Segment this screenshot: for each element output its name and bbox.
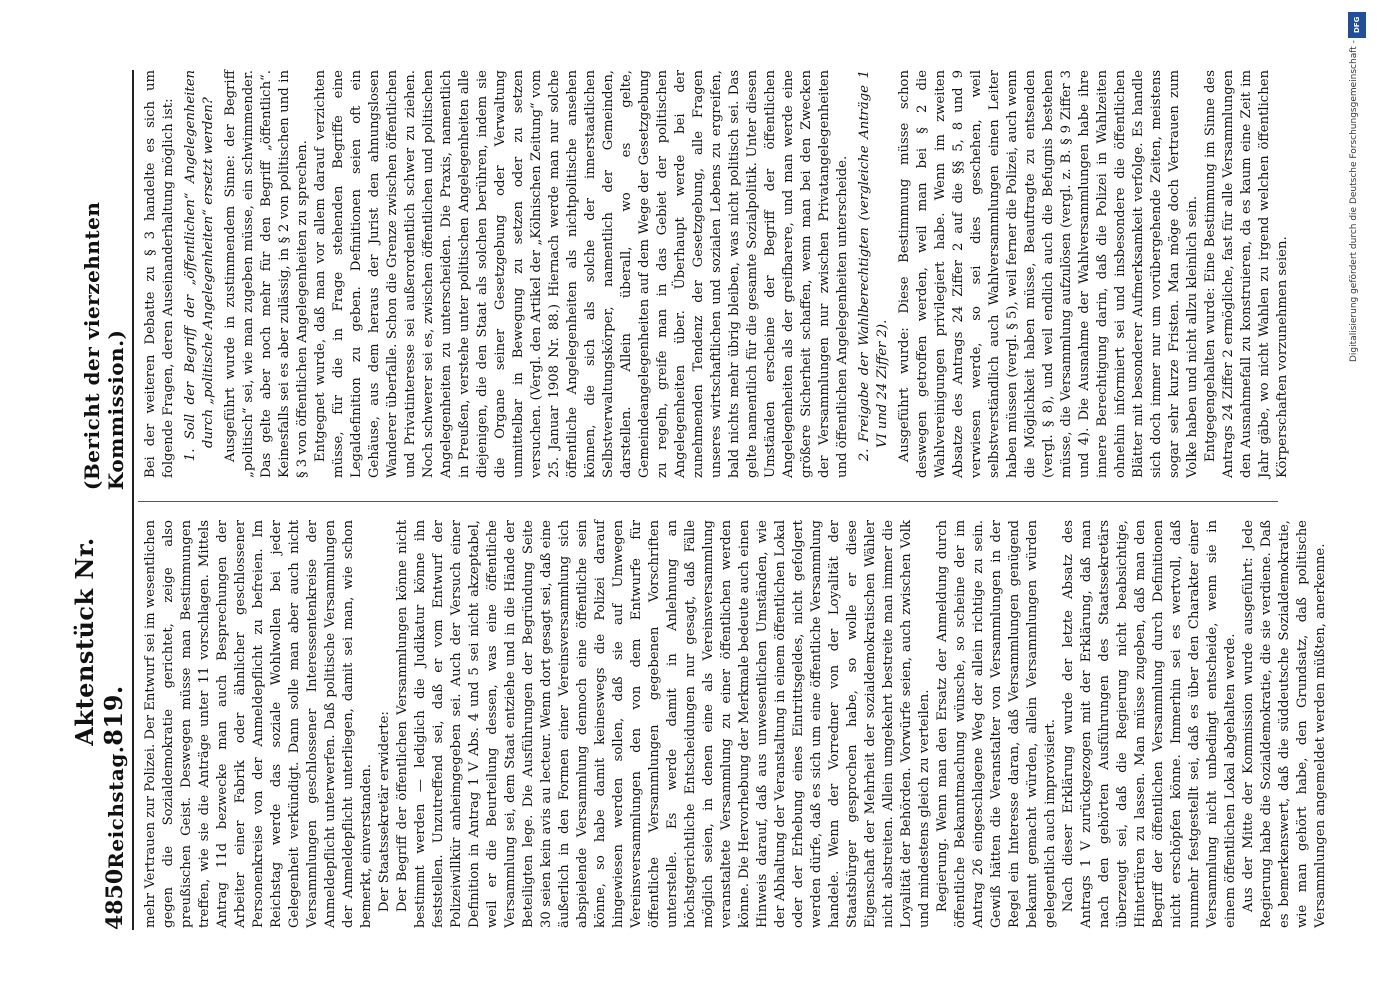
paragraph: Regierung. Wenn man den Ersatz der Anmeldung durch öffentliche Bekanntmachung wünsche, so scheine der im Antrag 26 eingeschlagene Weg der allein richtige zu sein. Gewiß hätten die Veranstalter von Versammlungen in der Regel ein Interesse daran, daß Versammlungen genügend bekannt gemacht würden, allein Versammlungen würden gelegentlich auch improvisiert. [935, 520, 1058, 928]
digitization-credit [1347, 6, 1367, 996]
page-number: 4850 [102, 868, 128, 930]
page-header [70, 70, 134, 930]
paragraph: Nach dieser Erklärung wurde der letzte Absatz des Antrags 1 V zurückgezogen mit der Erklärung, daß man nach den gehörten Ausführungen des Staatssekretärs überzeugt sei, daß die Regierung nicht beabsichtige, Hintertüren zu lassen. Man müsse zugeben, daß man den Begriff der öffentlichen Versammlung durch Definitionen nicht erschöpfen könne. Immerhin sei es wertvoll, daß nunmehr festgestellt sei, daß es über den Charakter einer Versammlung nicht unbedingt entscheide, wenn sie in einem öffentlichen Lokal abgehalten werde. [1061, 520, 1238, 928]
paragraph: Aus der Mitte der Kommission wurde ausgeführt: Jede Regierung habe die Sozialdemokratie, die sie verdiene. Daß es bemerkenswert, daß die süddeutsche Sozialdemokratie, wie man gehört habe, den Grundsatz, daß politische Versammlungen angemeldet werden müßten, anerkenne. [1241, 520, 1328, 928]
paragraph: Entgegengehalten wurde: Eine Bestimmung im Sinne des Antrags 24 Ziffer 2 ermögliche, fast für alle Versammlungen den Ausnahmefall zu konstruieren, da es kaum eine Zeit im Jahr gäbe, wo nicht Wahlen zu irgend welchen öffentlichen Körperschaften vorzunehmen seien. [1203, 70, 1290, 478]
dfg-logo: DFG [1348, 12, 1366, 38]
paragraph: 1. Soll der Begriff der „öffentlichen“ Angelegenheiten durch „politische Angelegenheiten“ ersetzt werden? [183, 70, 216, 462]
left-text-column [142, 519, 1328, 928]
header-document-number: Aktenstück Nr. 819. [70, 537, 128, 746]
paragraph: Der Staatssekretär erwiderte: [377, 711, 392, 913]
header-institution: Reichstag. [104, 745, 128, 869]
document-page [30, 0, 1340, 1000]
paragraph: Bei der weiteren Debatte zu § 3 handelte es sich um folgende Fragen, deren Auseinanderhaltung möglich ist: [143, 70, 176, 478]
digitization-note: Digitalisierung gefördert durch die Deutsche Forschungsgemeinschaft - [1349, 40, 1359, 362]
paragraph: mehr Vertrauen zur Polizei. Der Entwurf sei im wesentlichen gegen die Sozialdemokratie gerichtet, zeige also preußischen Geist. Deswegen müsse man Bestimmungen treffen, wie sie die Anträge unter 11 vorschlagen. Mittels Antrag 11d bezwecke man auch Besprechungen der Arbeiter einer Fabrik oder ähnlicher geschlossener Personenkreise von der Anmeldepflicht zu befreien. Im Reichstag werde das soziale Wohlwollen bei jeder Gelegenheit verkündigt. Dann solle man aber auch nicht Versammlungen geschlossener Interessentenkreise der Anmeldepflicht unterwerfen. Daß politische Versammlungen der Anmeldepflicht unterliegen, damit sei man, wie schon bemerkt, einverstanden. [143, 520, 374, 928]
paragraph: Entgegnet wurde, daß man vor allem darauf verzichten müsse, für die in Frage stehenden Begriffe eine Legaldefinition zu geben. Definitionen seien oft ein Gehäuse, aus dem heraus der Jurist den ahnungslosen Wanderer überfalle. Schon die Grenze zwischen öffentlichen und Privatinteresse sei außerordentlich schwer zu ziehen. Noch schwerer sei es, zwischen öffentlichen und politischen Angelegenheiten zu unterscheiden. Die Praxis, namentlich in Preußen, verstehe unter politischen Angelegenheiten alle diejenigen, die den Staat als solchen berühren, indem sie die Organe seiner Gesetzgebung oder Verwaltung unmittelbar in Bewegung zu setzen oder zu setzen versuchen. (Vergl. den Artikel der „Kölnischen Zeitung“ vom 25. Januar 1908 Nr. 88.) Hiernach werde man nur solche öffentliche Angelegenheiten als nichtpolitische ansehen können, die sich als solche der innerstaatlichen Selbstverwaltungskörper, namentlich der Gemeinden, darstellen. Allein überall, wo es gelte, Gemeindeangelegenheiten auf dem Wege der Gesetzgebung zu regeln, greife man in das Gebiet der politischen Angelegenheiten über. Überhaupt werde bei der zunehmenden Tendenz der Gesetzgebung, alle Fragen unseres wirtschaftlichen und sozialen Lebens zu ergreifen, bald nichts mehr übrig bleiben, was nicht politisch sei. Das gelte namentlich für die gesamte Sozialpolitik. Unter diesen Umständen erscheine der Begriff der öffentlichen Angelegenheiten als der greifbarere, und man werde eine größere Sicherheit schaffen, wenn man bei den Zwecken der Versammlungen nur zwischen Privatangelegenheiten und öffentlichen Angelegenheiten unterscheide. [313, 70, 850, 478]
paragraph: 2. Freigabe der Wahlberechtigten (vergleiche Anträge 1 VI und 24 Ziffer 2). [857, 70, 890, 462]
paragraph: Ausgeführt wurde: Diese Bestimmung müsse schon deswegen getroffen werden, weil man bei § 2 die Wahlvereinigungen privilegiert habe. Wenn im zweiten Absatze des Antrags 24 Ziffer 2 auf die §§ 5, 8 und 9 verwiesen werde, so sei dies geschehen, weil selbstverständlich auch Wahlversammlungen einen Leiter haben müssen (vergl. § 5), weil ferner die Polizei, auch wenn die Möglichkeit haben müsse, Beauftragte zu entsenden (vergl. § 8), und weil endlich auch die Befugnis bestehen müsse, die Versammlung aufzulösen (vergl. z. B. § 9 Ziffer 3 und 4). Die Ausnahme der Wahlversammlungen habe ihre innere Berechtigung darin, daß die Polizei in Wahlzeiten ohnehin informiert sei und insbesondere die öffentlichen Blätter mit besonderer Aufmerksamkeit verfolge. Es handle sich doch immer nur um vorübergehende Zeiten, meistens sogar sehr kurze Fristen. Man möge doch Vertrauen zum Volke haben und nicht allzu kleinlich sein. [897, 70, 1200, 478]
paragraph: Ausgeführt wurde in zustimmendem Sinne: der Begriff „politisch“ sei, wie man zugeben müsse, ein schwimmender. Das gelte aber noch mehr für den Begriff „öffentlich“. Keinesfalls sei es aber zulässig, in § 2 von politischen und in § 3 von öffentlichen Angelegenheiten zu sprechen. [223, 70, 310, 478]
column-divider [138, 501, 1278, 502]
paragraph: Der Begriff der öffentlichen Versammlungen könne nicht bestimmt werden — lediglich die Judikatur könne ihn feststellen. Unzutreffend sei, daß er vom Entwurf der Polizeiwillkür anheimgegeben sei. Auch der Versuch einer Definition in Antrag 1 V Abs. 4 und 5 sei nicht akzeptabel, weil er die Beurteilung dessen, was eine öffentliche Versammlung sei, dem Staat entziehe und in die Hände der Beteiligten lege. Die Ausführungen der Begründung Seite 30 seien kein avis au lecteur. Wenn dort gesagt sei, daß eine äußerlich in den Formen einer Vereinsversammlung sich abspielende Versammlung dennoch eine öffentliche sein könne, so habe damit keineswegs die Polizei darauf hingewiesen werden sollen, daß sie auf Umwegen Vereinsversammlungen den von dem Entwurfe für öffentliche Versammlungen gegebenen Vorschriften unterstelle. Es werde damit in Anlehnung an höchstgerichtliche Entscheidungen nur gesagt, daß Fälle möglich seien, in denen eine als Vereinsversammlung veranstaltete Versammlung zu einer öffentlichen werden könne. Die Hervorhebung der Merkmale bedeute auch einen Hinweis darauf, daß aus unwesentlichen Umständen, wie der Abhaltung der Veranstaltung in einem öffentlichen Lokal oder der Erhebung eines Eintrittsgeldes, nicht gefolgert werden dürfe, daß es sich um eine öffentliche Versammlung handele. Wenn der Vorredner von der Loyalität der Staatsbürger gesprochen habe, so wolle er diese Eigenschaft der Mehrheit der sozialdemokratischen Wähler nicht abstreiten. Allein umgekehrt bestreite man immer die Loyalität der Behörden. Vorwürfe seien, auch zwischen Volk und mindestens gleich zu verteilen. [395, 519, 932, 928]
header-report-title: (Bericht der vierzehnten Kommission.) [80, 201, 128, 491]
right-text-column [142, 70, 1292, 478]
